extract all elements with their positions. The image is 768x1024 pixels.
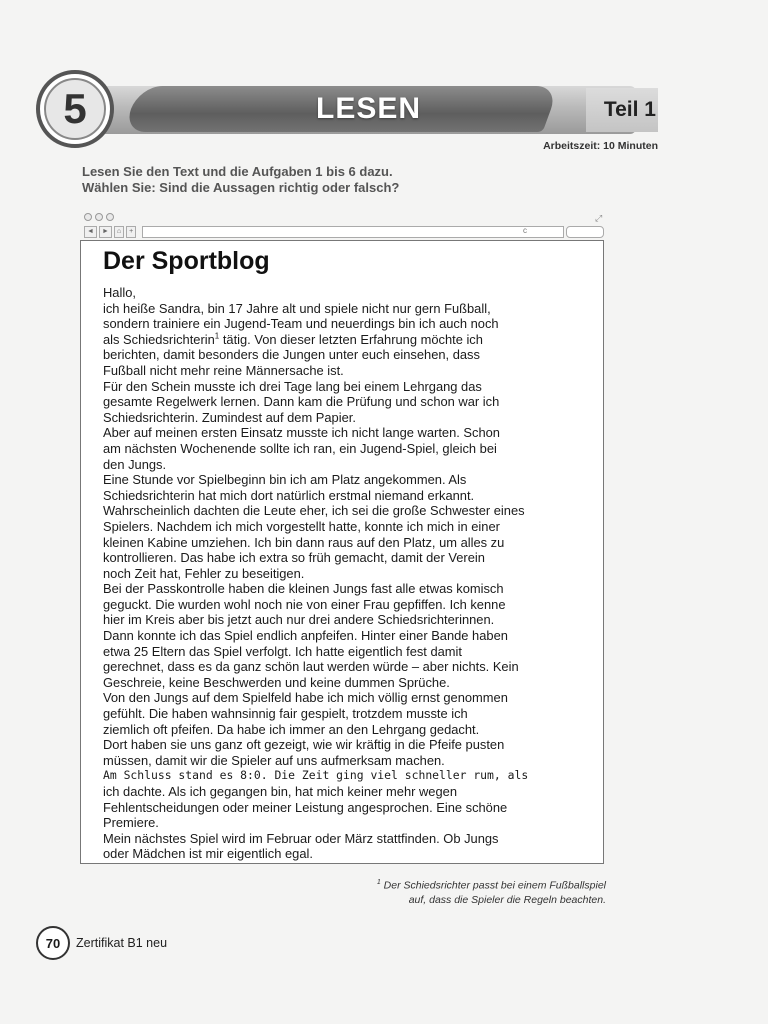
- browser-toolbar: [84, 225, 604, 238]
- blog-line: müssen, damit wir die Spieler auf uns aufmerksam machen.: [103, 752, 445, 768]
- section-number-badge: [36, 70, 114, 148]
- blog-line: kontrollieren. Das habe ich extra so früh gemacht, damit der Verein: [103, 550, 485, 566]
- window-minimize-icon[interactable]: [95, 213, 103, 221]
- reload-icon[interactable]: c: [523, 225, 527, 235]
- blog-line: hier im Kreis aber bis jetzt auch nur drei andere Schiedsrichterinnen.: [103, 612, 495, 628]
- instruction-line: Wählen Sie: Sind die Aussagen richtig oder falsch?: [82, 180, 400, 195]
- blog-line-part: tätig. Von dieser letzten Erfahrung möchte ich: [219, 331, 483, 347]
- footnote-line: [377, 876, 606, 893]
- blog-line: Schiedsrichterin. Zumindest auf dem Papier.: [103, 409, 356, 425]
- instructions: [82, 164, 399, 196]
- part-label: Teil 1: [586, 88, 658, 132]
- instruction-line: Lesen Sie den Text und die Aufgaben 1 bis 6 dazu.: [82, 164, 393, 179]
- blog-line: gerechnet, dass es da ganz schön laut werden würde – aber nichts. Kein: [103, 659, 519, 675]
- resize-icon[interactable]: ⤢: [595, 213, 603, 223]
- window-close-icon[interactable]: [84, 213, 92, 221]
- blog-line: Wahrscheinlich dachten die Leute eher, ich sei die große Schwester eines: [103, 503, 525, 519]
- section-banner: [36, 84, 658, 134]
- blog-line: Am Schluss stand es 8:0. Die Zeit ging viel schneller rum, als: [103, 768, 529, 783]
- blog-line: den Jungs.: [103, 456, 167, 472]
- blog-title: Der Sportblog: [103, 247, 270, 275]
- footnote-reference: 1: [214, 331, 220, 341]
- search-field[interactable]: [566, 226, 604, 238]
- blog-line: Von den Jungs auf dem Spielfeld habe ich mich völlig ernst genommen: [103, 690, 508, 706]
- blog-line: Eine Stunde vor Spielbeginn bin ich am Platz angekommen. Als: [103, 472, 467, 488]
- blog-line: sondern trainiere ein Jugend-Team und neuerdings bin ich auch noch: [103, 316, 499, 332]
- blog-line: [103, 332, 583, 348]
- blog-line: am nächsten Wochenende sollte ich ran, ein Jugend-Spiel, gleich bei: [103, 440, 497, 456]
- blog-line: Dann konnte ich das Spiel endlich anpfeifen. Hinter einer Bande haben: [103, 628, 508, 644]
- blog-line: Schiedsrichterin hat mich dort natürlich erstmal niemand erkannt.: [103, 487, 475, 503]
- blog-line: Premiere.: [103, 815, 159, 831]
- window-zoom-icon[interactable]: [106, 213, 114, 221]
- blog-line: Dort haben sie uns ganz oft gezeigt, wie wir kräftig in die Pfeife pusten: [103, 737, 505, 753]
- forward-button[interactable]: ►: [99, 226, 112, 238]
- blog-text: [103, 285, 583, 862]
- blog-line: Aber auf meinen ersten Einsatz musste ich nicht lange warten. Schon: [103, 425, 500, 441]
- blog-line: Bei der Passkontrolle haben die kleinen Jungs fast alle etwas komisch: [103, 581, 504, 597]
- page-number: 70: [36, 926, 70, 960]
- blog-line: geguckt. Die wurden wohl noch nie von einer Frau gepfiffen. Ich kenne: [103, 596, 506, 612]
- window-controls: [84, 213, 114, 221]
- footnote: [377, 876, 606, 907]
- blog-line: Spielers. Nachdem ich mich vorgestellt hatte, konnte ich mich in einer: [103, 518, 500, 534]
- blog-line: ich dachte. Als ich gegangen bin, hat mich keiner mehr wegen: [103, 784, 457, 799]
- add-bookmark-button[interactable]: +: [126, 226, 136, 238]
- blog-line: Für den Schein musste ich drei Tage lang bei einem Lehrgang das: [103, 378, 482, 394]
- blog-line: oder Mädchen ist mir eigentlich egal.: [103, 846, 313, 862]
- footnote-text: Der Schiedsrichter passt bei einem Fußballspiel: [383, 879, 606, 892]
- back-button[interactable]: ◄: [84, 226, 97, 238]
- blog-line: kleinen Kabine umziehen. Ich bin dann raus auf den Platz, um alles zu: [103, 534, 505, 550]
- blog-line: gefühlt. Die haben wahnsinnig fair gespielt, trotzdem musste ich: [103, 706, 468, 722]
- blog-line: gesamte Regelwerk lernen. Dann kam die Prüfung und schon war ich: [103, 394, 500, 410]
- blog-line: Fußball nicht mehr reine Männersache ist.: [103, 362, 344, 378]
- blog-line: Fehlentscheidungen oder meiner Leistung angesprochen. Eine schöne: [103, 799, 508, 815]
- blog-line: noch Zeit hat, Fehler zu beseitigen.: [103, 565, 305, 581]
- blog-line-part: als Schiedsrichterin: [103, 331, 215, 347]
- blog-window: [80, 240, 604, 864]
- section-number: 5: [44, 78, 106, 140]
- address-bar[interactable]: [142, 226, 564, 238]
- home-button[interactable]: ⌂: [114, 226, 124, 238]
- blog-line: ziemlich oft pfeifen. Da habe ich immer an den Lehrgang gedacht.: [103, 721, 480, 737]
- blog-line: Hallo,: [103, 285, 136, 300]
- blog-line: etwa 25 Eltern das Spiel verfolgt. Ich hatte eigentlich fest damit: [103, 643, 462, 659]
- section-title: LESEN: [316, 92, 422, 125]
- blog-line: Geschreie, keine Beschwerden und keine dummen Sprüche.: [103, 674, 450, 690]
- blog-line: Mein nächstes Spiel wird im Februar oder März stattfinden. Ob Jungs: [103, 830, 499, 846]
- footnote-line: auf, dass die Spieler die Regeln beachten.: [408, 893, 606, 906]
- footnote-mark: 1: [376, 879, 381, 886]
- book-title: Zertifikat B1 neu: [76, 936, 168, 950]
- blog-line: berichten, damit besonders die Jungen unter euch einsehen, dass: [103, 347, 480, 363]
- work-time: Arbeitszeit: 10 Minuten: [543, 140, 658, 152]
- blog-line: ich heiße Sandra, bin 17 Jahre alt und spiele nicht nur gern Fußball,: [103, 300, 491, 316]
